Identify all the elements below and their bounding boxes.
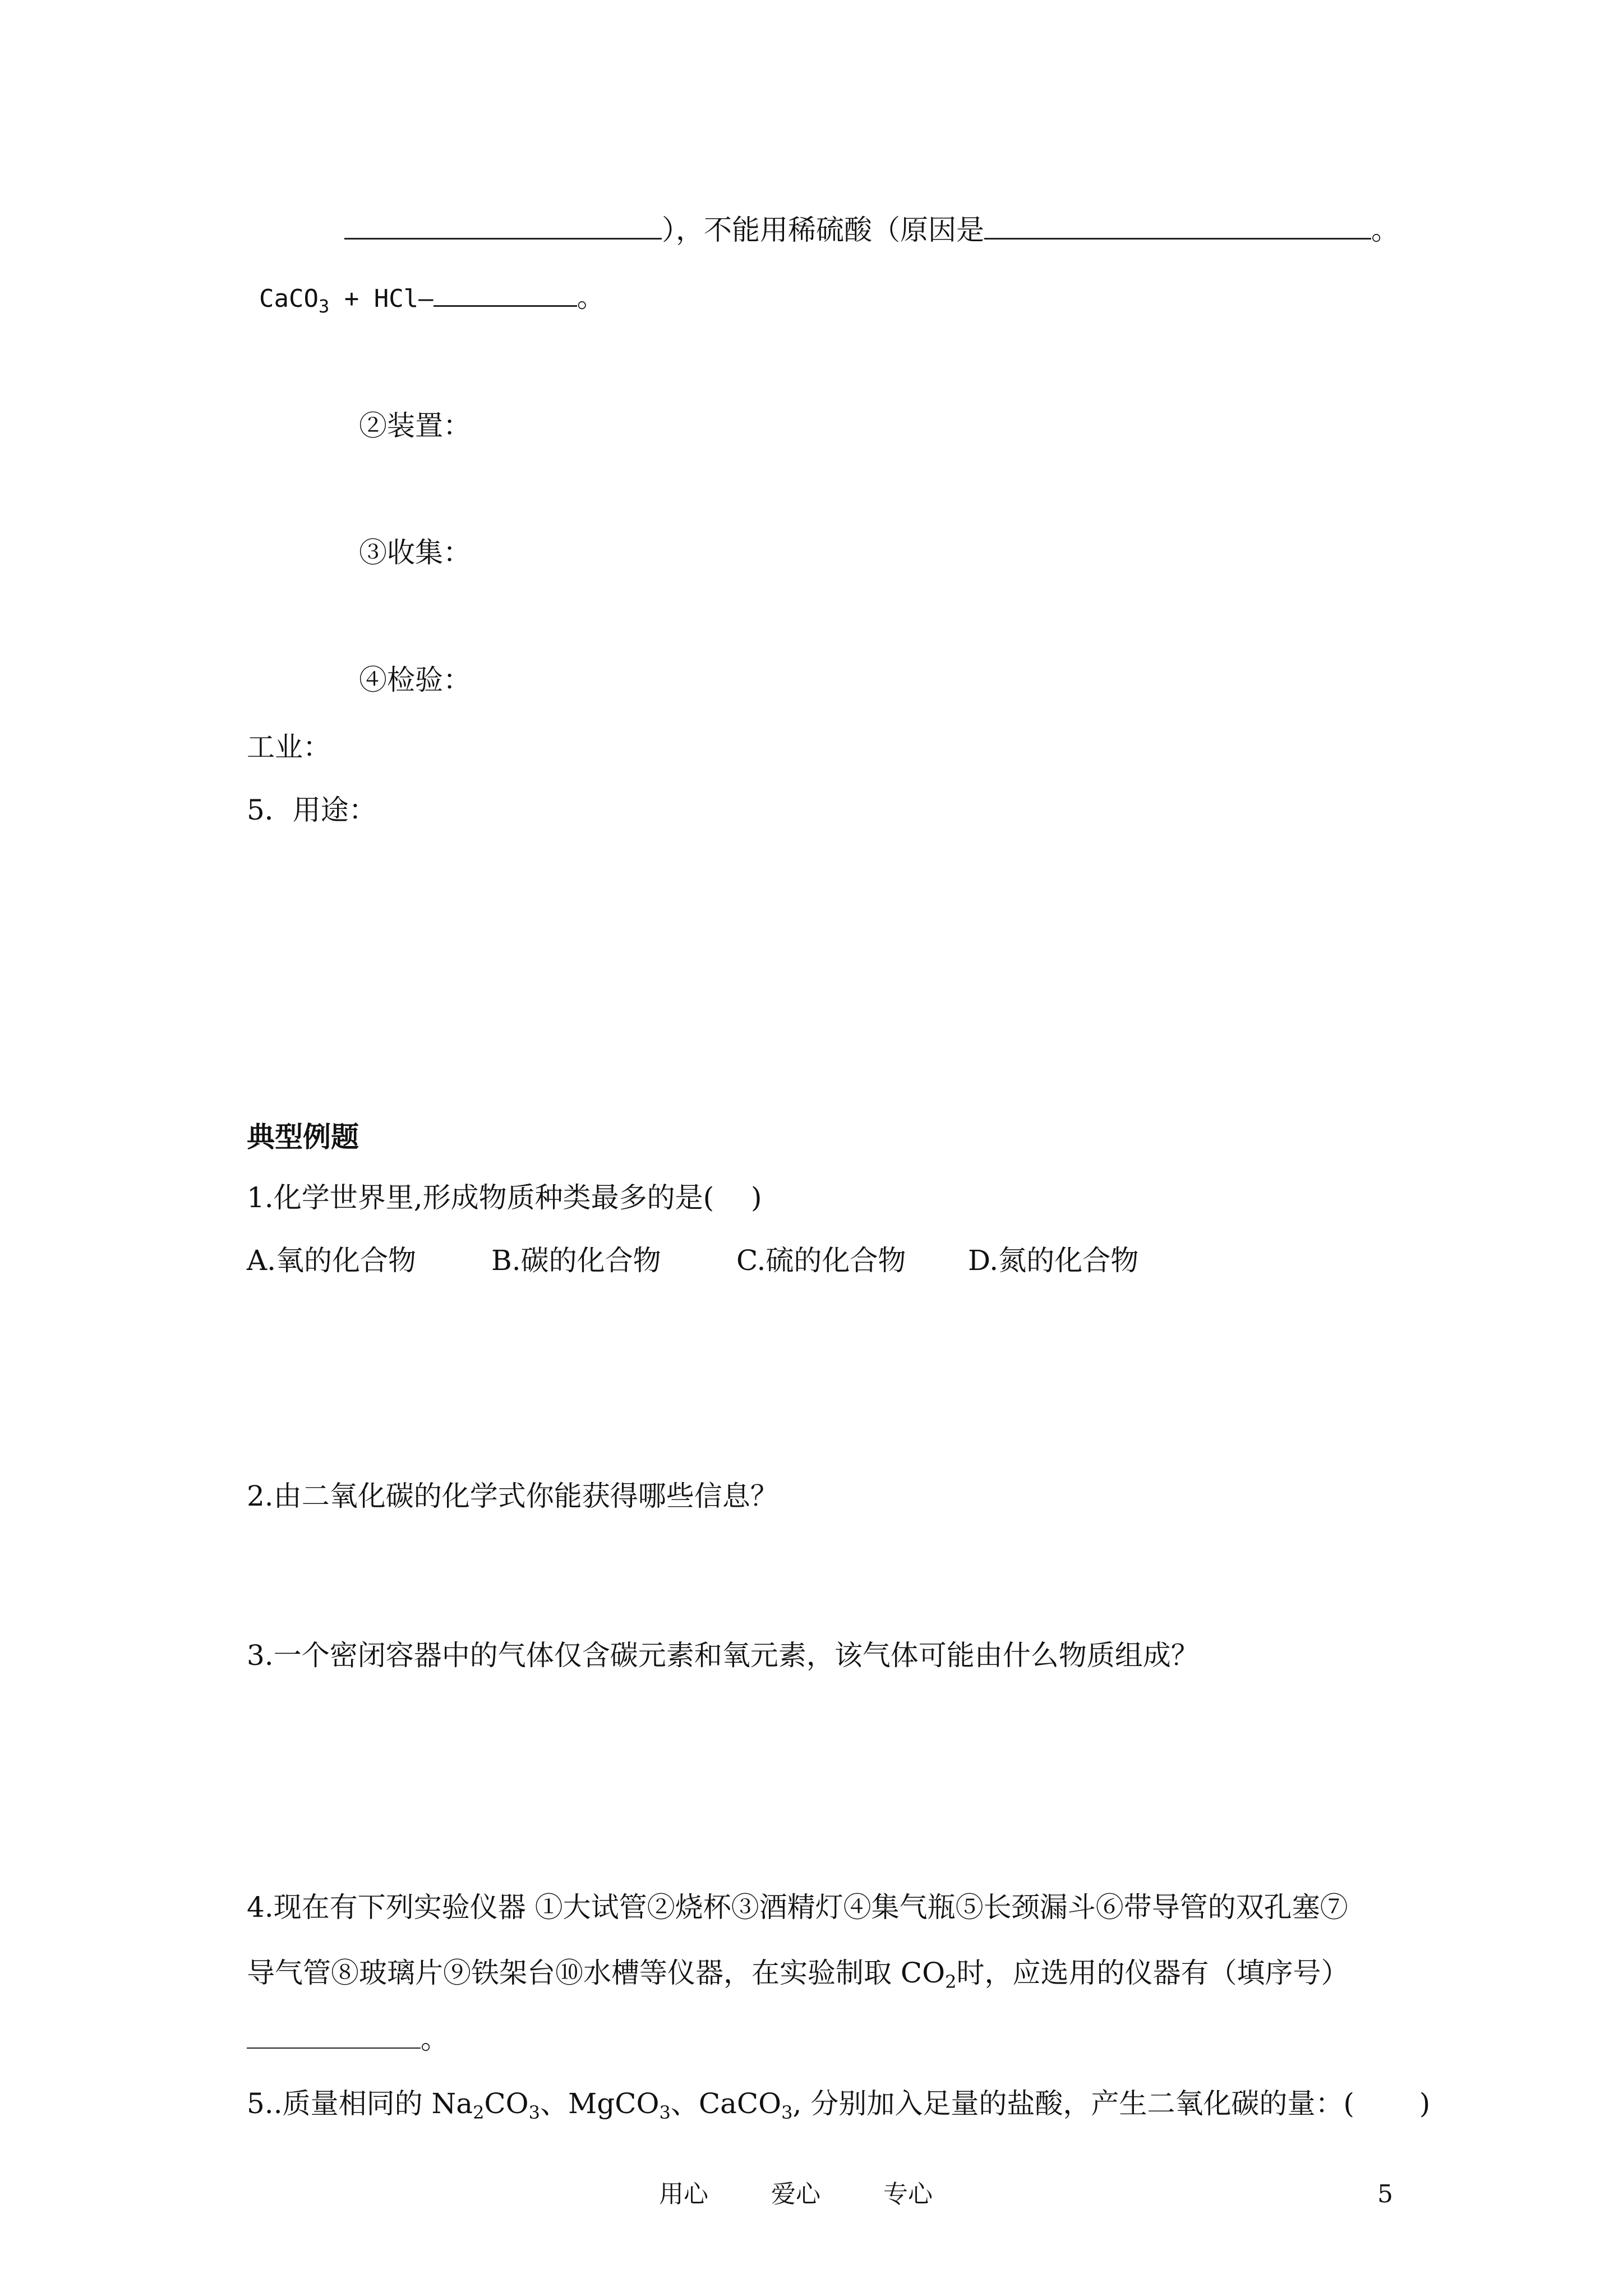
question-4-line-1: 4.现在有下列实验仪器 ①大试管②烧杯③酒精灯④集气瓶⑤长颈漏斗⑥带导管的双孔塞⑦ — [247, 1891, 1348, 1924]
question-1: 1.化学世界里,形成物质种类最多的是( ) — [247, 1181, 762, 1214]
answer-blank[interactable] — [434, 279, 577, 307]
subscript: 3 — [528, 2102, 541, 2123]
text-part: 5..质量相同的 Na — [247, 2087, 473, 2120]
footer-motto-1: 用心 — [659, 2180, 708, 2208]
formula-subscript: 3 — [318, 296, 330, 317]
section-heading: 典型例题 — [247, 1120, 359, 1153]
text-part: 、CaCO — [670, 2087, 782, 2120]
subscript: 2 — [945, 1971, 957, 1993]
option-c[interactable]: C.硫的化合物 — [736, 1244, 906, 1277]
industry-label: 工业： — [247, 731, 331, 763]
question-3: 3.一个密闭容器中的气体仅含碳元素和氧元素，该气体可能由什么物质组成？ — [247, 1639, 1199, 1672]
page-number: 5 — [1377, 2180, 1393, 2208]
text-part: CO — [484, 2087, 529, 2120]
subscript: 2 — [473, 2102, 485, 2123]
formula-part: + HCl— — [329, 284, 434, 313]
option-a[interactable]: A.氧的化合物 — [247, 1244, 417, 1277]
text-part: 时，应选用的仪器有（填序号） — [956, 1957, 1349, 1989]
fill-line-1 — [344, 212, 1399, 248]
question-5 — [247, 2086, 1430, 2131]
answer-blank[interactable] — [984, 212, 1371, 240]
device-label: ②装置： — [359, 409, 471, 442]
subscript: 3 — [659, 2102, 671, 2123]
footer-motto-3: 专心 — [883, 2180, 933, 2208]
test-label: ④检验： — [359, 664, 471, 696]
footer-motto-2: 爱心 — [771, 2180, 820, 2208]
formula-part: CaCO — [259, 284, 319, 313]
answer-blank[interactable] — [247, 2022, 421, 2049]
text-part: 、MgCO — [540, 2087, 660, 2120]
usage-label: 5．用途： — [247, 794, 377, 826]
line-end: 。 — [577, 281, 605, 314]
collect-label: ③收集： — [359, 536, 471, 569]
question-4-line-3 — [247, 2021, 449, 2057]
subscript: 3 — [781, 2102, 793, 2123]
fill-line-2 — [259, 279, 605, 324]
question-4-line-2 — [247, 1955, 1349, 2000]
line-text: ），不能用稀硫酸（原因是 — [662, 214, 984, 246]
line-end: 。 — [421, 2023, 449, 2055]
text-part: , 分别加入足量的盐酸，产生二氧化碳的量：( ) — [792, 2087, 1431, 2120]
option-b[interactable]: B.碳的化合物 — [491, 1244, 661, 1277]
option-d[interactable]: D.氮的化合物 — [968, 1244, 1139, 1277]
question-2: 2.由二氧化碳的化学式你能获得哪些信息？ — [247, 1480, 778, 1512]
line-end: 。 — [1371, 214, 1399, 246]
text-part: 导气管⑧玻璃片⑨铁架台⑩水槽等仪器，在实验制取 CO — [247, 1957, 946, 1989]
answer-blank[interactable] — [344, 212, 662, 240]
